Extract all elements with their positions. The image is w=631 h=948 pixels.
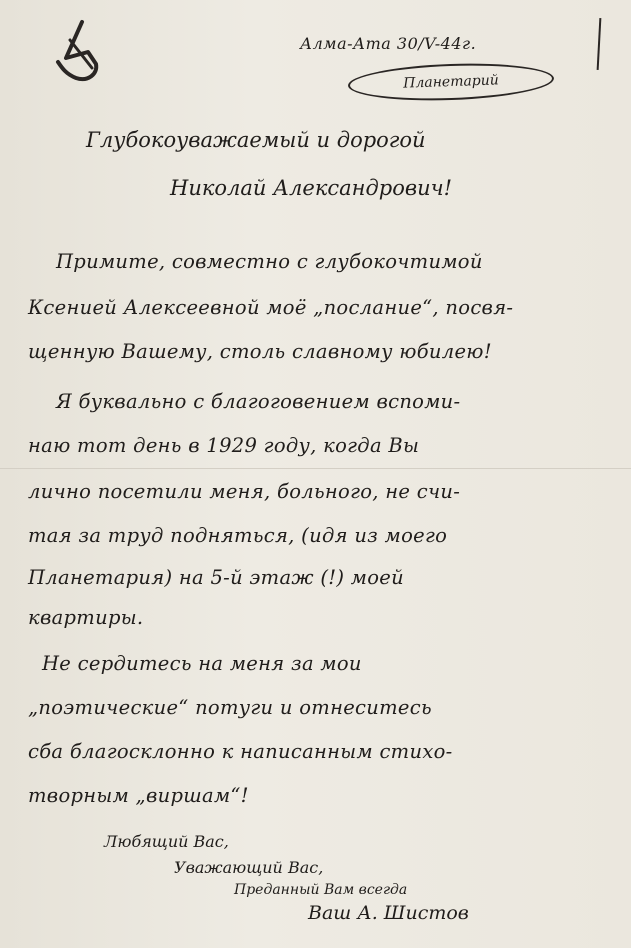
closing-line-1: Любящий Вас, [104, 832, 229, 851]
closing-line-2: Уважающий Вас, [174, 858, 324, 877]
body-line: „поэтические“ потуги и отнеситесь [28, 696, 432, 719]
body-line: Ксенией Алексеевной моё „послание“, посвя- [28, 296, 514, 319]
body-line: Не сердитесь на меня за мои [42, 652, 362, 675]
closing-line-3: Преданный Вам всегда [234, 882, 408, 898]
signature: Ваш А. Шистов [308, 902, 469, 924]
salutation-line-2: Николай Александрович! [170, 176, 453, 200]
stamp-text: Планетарий [402, 72, 500, 92]
paper-fold-line [0, 468, 631, 469]
place-date: Алма-Ата 30/V-44г. [300, 34, 477, 53]
salutation-line-1: Глубокоуважаемый и дорогой [86, 128, 426, 152]
body-line: творным „виршам“! [28, 784, 249, 807]
body-line: тая за труд подняться, (идя из моего [28, 524, 448, 547]
body-line: Я буквально с благоговением вспоми- [56, 390, 461, 413]
body-line: Примите, совместно с глубокочтимой [56, 250, 483, 273]
margin-stroke [597, 18, 602, 70]
body-line: сба благосклонно к написанным стихо- [28, 740, 453, 763]
body-line: квартиры. [28, 606, 144, 629]
body-line: наю тот день в 1929 году, когда Вы [28, 434, 420, 457]
planetarium-stamp [347, 60, 554, 103]
body-line: Планетария) на 5-й этаж (!) моей [28, 566, 404, 589]
body-line: щенную Вашему, столь славному юбилею! [28, 340, 492, 363]
corner-ink-mark [52, 18, 104, 84]
body-line: лично посетили меня, больного, не счи- [28, 480, 461, 503]
